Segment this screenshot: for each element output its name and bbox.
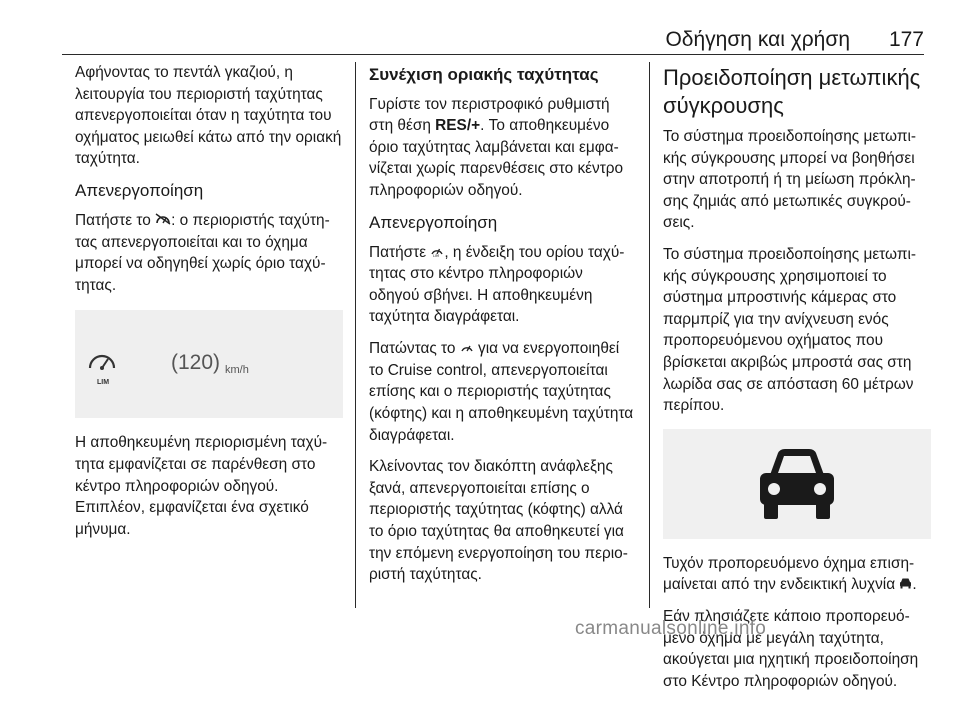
section-heading: Απενεργοποίηση — [369, 212, 498, 232]
watermark: carmanualsonline.info — [575, 618, 767, 639]
car-front-icon — [899, 574, 912, 596]
paragraph — [369, 94, 637, 202]
text: , η ένδειξη του ορίου ταχύτητας στο κέντρο πληροφοριών οδηγού σβήνει. Η αποθηκευμένη ταχύτητα διαγράφεται. — [369, 243, 625, 326]
column-divider — [649, 62, 650, 608]
text: Πατώντας το — [369, 340, 460, 358]
page-number: 177 — [888, 28, 924, 51]
control-label: RES/+ — [435, 117, 481, 135]
column-1 — [75, 62, 343, 550]
page-header — [0, 0, 960, 62]
text: για να ενεργοποιηθεί το Cruise control, απενεργοποιείται επίσης και ο περιοριστής ταχύτητας (κόφτης) και η αποθηκευμένη ταχύτητα διαγράφεται. — [369, 340, 634, 444]
speed-limiter-icon — [430, 242, 444, 264]
section-title: Προειδοποίηση μετωπικής σύγκρουσης — [663, 65, 921, 118]
section-heading: Συνέχιση οριακής ταχύτητας — [369, 65, 599, 84]
speed-limit-off-icon — [155, 210, 171, 232]
text: : ο περιοριστής ταχύτητας απενεργοποιείται και το όχημα μπορεί να οδηγηθεί χωρίς όριο ταχύτητας. — [75, 211, 330, 294]
speed-limit-display — [75, 310, 343, 418]
column-3 — [663, 62, 931, 702]
paragraph: Κλείνοντας τον διακόπτη ανάφλεξης ξανά, απενεργοποιείται επίσης ο περιοριστής ταχύτητας (κόφτης) αλλά το όριο ταχύτητας θα αποθηκευτεί για την επόμενη ενεργοποίηση του περιοριστή ταχύτητας. — [369, 458, 628, 584]
column-divider — [355, 62, 356, 608]
speed-unit: km/h — [225, 364, 249, 377]
header-title: Οδήγηση και χρήση — [665, 28, 850, 51]
text: Γυρίστε τον περιστροφικό ρυθμιστή στη θέση — [369, 95, 610, 135]
car-front-icon — [756, 445, 838, 523]
column-2 — [369, 62, 637, 596]
svg-text:LIM: LIM — [433, 253, 440, 257]
header-rule — [62, 54, 924, 55]
paragraph: Το σύστημα προειδοποίησης μετωπικής σύγκρουσης χρησιμοποιεί το σύστημα μπροστινής κάμερας στο παρμπρίζ για την ανίχνευση ενός προπορευόμενου οχήματος που βρίσκεται ακριβώς μπροστά σας στη λωρίδα σας σε απόσταση 60 μέτρων περίπου. — [663, 245, 917, 415]
paragraph — [369, 338, 637, 446]
paragraph — [75, 210, 343, 297]
paragraph: Το σύστημα προειδοποίησης μετωπικής σύγκρουσης μπορεί να βοηθήσει στην αποτροπή ή τη μείωση πρόκλησης ζημιάς από μετωπικές συγκρούσεις. — [663, 128, 917, 232]
text: . — [912, 576, 917, 594]
text: Πατήστε — [369, 243, 431, 261]
text: Τυχόν προπορευόμενο όχημα επισημαίνεται από την ενδεικτική λυχνία — [663, 554, 915, 594]
paragraph — [663, 553, 931, 596]
paragraph — [369, 242, 637, 329]
paragraph: Η αποθηκευμένη περιορισμένη ταχύτητα εμφανίζεται σε παρένθεση στο κέντρο πληροφοριών οδηγού. Επιπλέον, εμφανίζεται ένα σχετικό μήνυμα. — [75, 434, 328, 538]
warning-lamp-illustration — [663, 429, 931, 539]
text: . Το αποθηκευμένο όριο ταχύτητας λαμβάνεται και εμφανίζεται χωρίς παρενθέσεις στο κέντρο πληροφοριών οδηγού. — [369, 117, 624, 199]
paragraph: Εάν πλησιάζετε κάποιο προπορευόμενο όχημα με μεγάλη ταχύτητα, ακούγεται μια ηχητική προειδοποίηση στο Κέντρο πληροφοριών οδηγού. — [663, 608, 919, 690]
text: Πατήστε το — [75, 211, 156, 229]
cruise-control-icon — [460, 338, 474, 360]
lim-label: LIM — [97, 379, 110, 387]
paragraph: Αφήνοντας το πεντάλ γκαζιού, η λειτουργία του περιοριστή ταχύτητας απενεργοποιείται όταν η ταχύτητα του οχήματος μειωθεί κάτω από την οριακή ταχύτητα. — [75, 64, 342, 168]
section-heading: Απενεργοποίηση — [75, 180, 204, 200]
stored-speed-value: (120) — [171, 351, 221, 375]
